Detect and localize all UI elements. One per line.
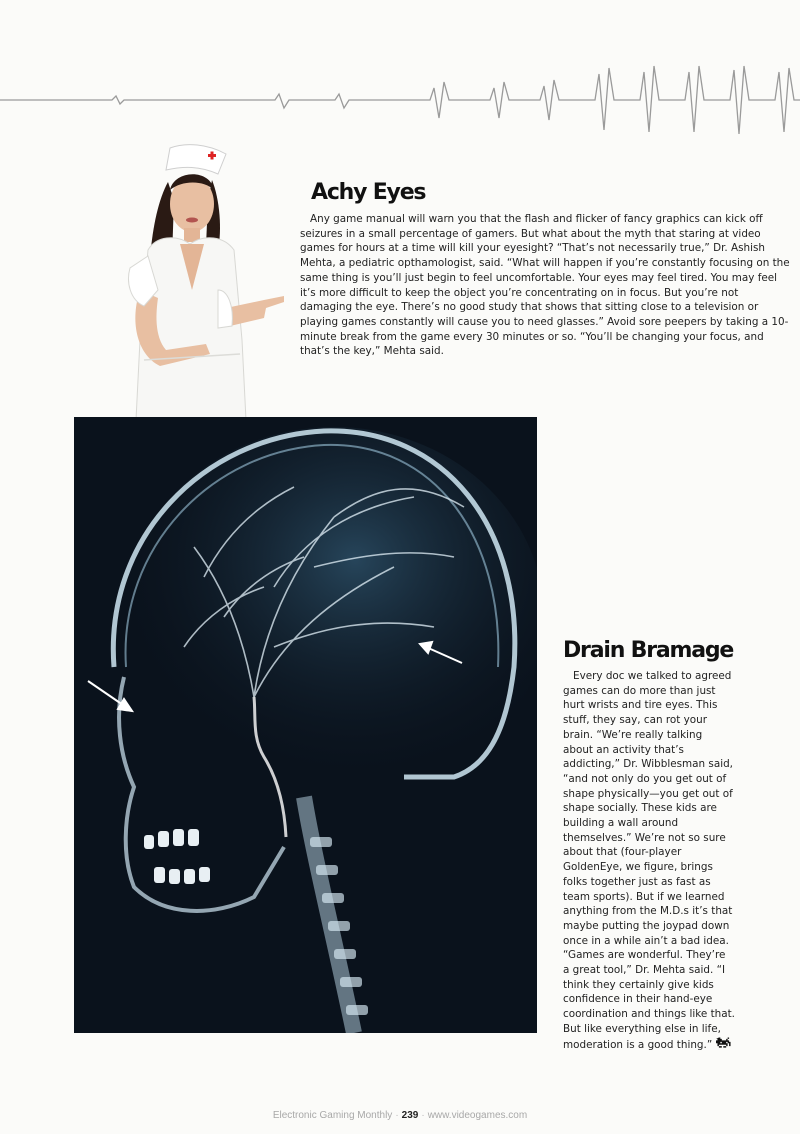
drain-bramage-body-text: Every doc we talked to agreed games can do more than just hurt wrists and tire eyes. This stuff, they say, can rot your brain. “We’re really talking about an activity that’s addicting,” Dr. Wibblesman said, “and not only do you get out of shape physically—you get out of shape socially. These kids are building a wall around themselves.” We’re not so sure about that (four-player GoldenEye, we figure, brings folks together just as fast as team sports). But if we learned anything from the M.D.s it’s that maybe putting the joypad down once in a while ain’t a bad idea. “Games are wonderful. They’re a great tool,” Dr. Mehta said. “I think they certainly give kids confidence in their hand-eye coordination and things like that. But like everything else in life, moderation is a good thing.” <box>563 670 735 1051</box>
footer-magazine: Electronic Gaming Monthly <box>272 1110 393 1121</box>
heartbeat-line-icon <box>0 60 800 140</box>
skull-xray-image <box>74 417 537 1033</box>
footer-website: www.videogames.com <box>427 1110 528 1121</box>
footer-page-number: 239 <box>401 1110 419 1121</box>
achy-eyes-heading: Achy Eyes <box>311 180 426 205</box>
page-footer: Electronic Gaming Monthly · 239 · www.videogames.com <box>272 1110 528 1121</box>
drain-bramage-body <box>563 669 735 1052</box>
nurse-illustration <box>100 140 300 420</box>
achy-eyes-body: Any game manual will warn you that the flash and flicker of fancy graphics can kick off seizures in a small percentage of gamers. But what about the myth that staring at video games for hours at a time will kill your eyesight? “That’s not necessarily true,” Dr. Ashish Mehta, a pediatric opthamologist, said. “What will happen if you’re constantly focusing on the same thing is you’ll just begin to feel uncomfortable. Your eyes may feel tired. You may feel it’s more difficult to keep the object you’re concentrating on in focus. But you’re not damaging the eye. There’s no good study that shows that sitting close to a television or playing games constantly will cause you to need glasses.” Avoid sore peepers by taking a 10-minute break from the game every 30 minutes or so. “You’ll be changing your focus, and that’s the key,” Mehta said. <box>300 213 790 358</box>
space-invader-icon <box>716 1037 732 1051</box>
drain-bramage-heading: Drain Bramage <box>563 638 734 663</box>
